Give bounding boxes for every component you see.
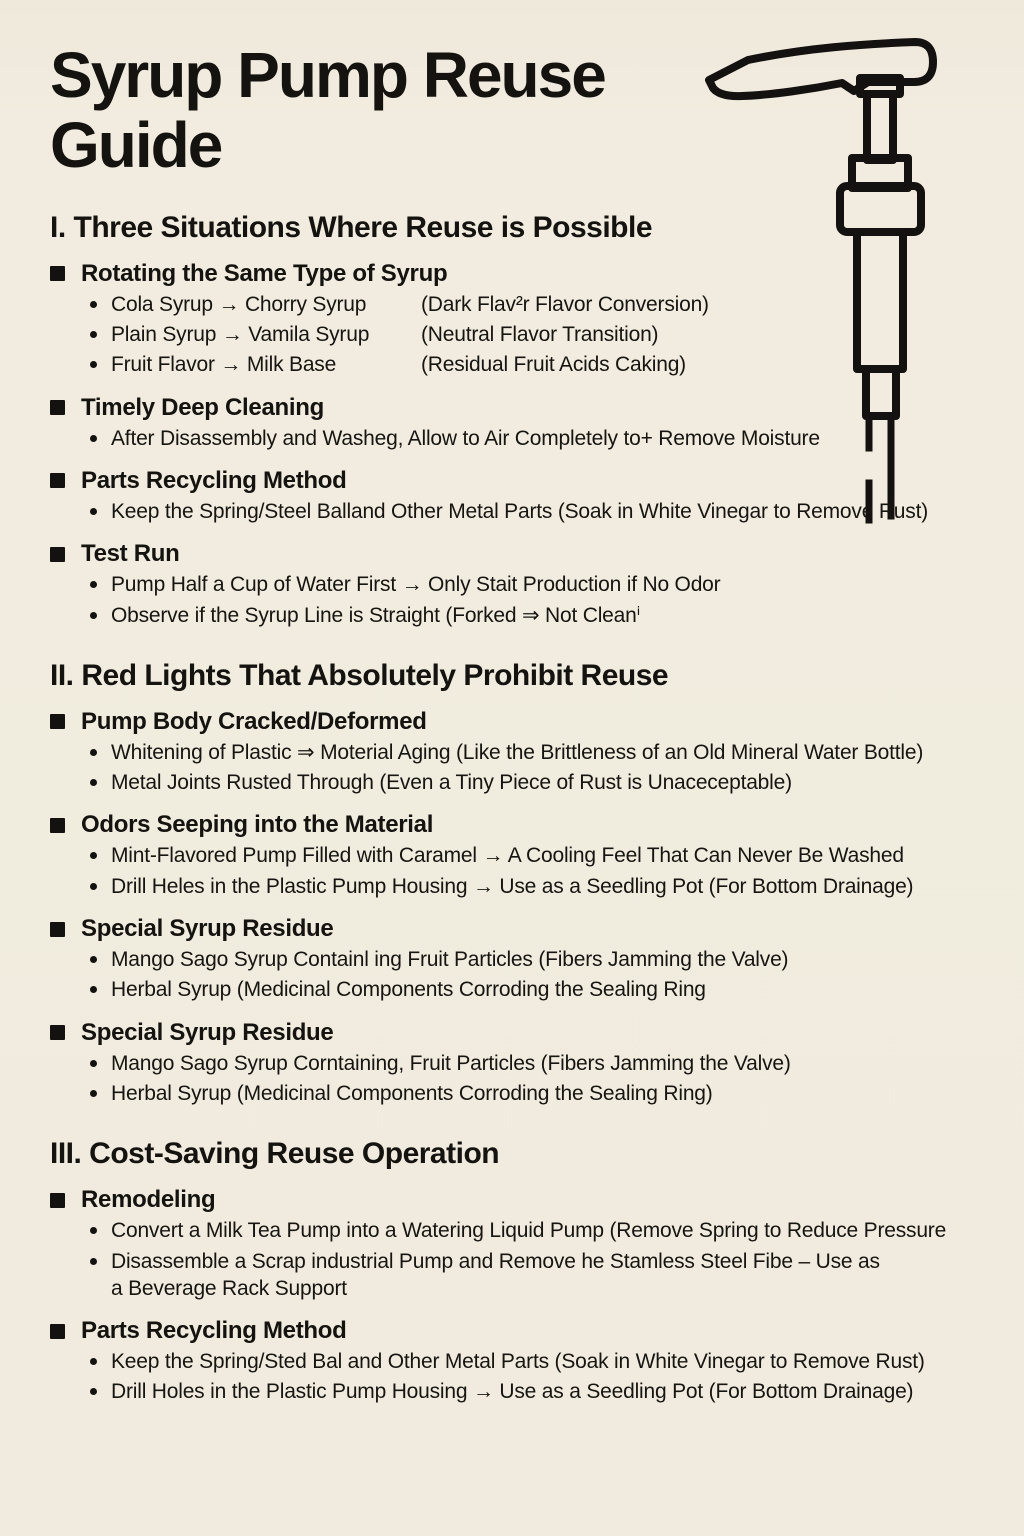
bullet-text: Mint-Flavored Pump Filled with Caramel → A Cooling Feel That Can Never Be Washed <box>111 844 904 868</box>
list-item <box>50 1050 1008 1077</box>
subsection-odors <box>50 811 1008 839</box>
bullet-text: Observe if the Syrup Line is Straight (Forked ⇒ Not Cleanⁱ <box>111 603 641 627</box>
subsection-title: Remodeling <box>81 1186 216 1214</box>
subsection-remodeling <box>50 1186 1008 1214</box>
bullet-dot-icon <box>90 435 97 442</box>
square-bullet-icon <box>50 266 65 281</box>
list-item <box>50 873 1008 900</box>
subsection-syrup-residue-2 <box>50 1019 1008 1047</box>
square-bullet-icon <box>50 1193 65 1208</box>
bullet-dot-icon <box>90 883 97 890</box>
bullet-text: Herbal Syrup (Medicinal Components Corroding the Sealing Ring) <box>111 1081 713 1105</box>
bullet-text: Keep the Spring/Steel Balland Other Metal Parts (Soak in White Vinegar to Remove Rust) <box>111 499 928 523</box>
subsection-pump-cracked <box>50 708 1008 736</box>
section-heading-1: I. Three Situations Where Reuse is Possible <box>50 210 653 244</box>
bullet-dot-icon <box>90 331 97 338</box>
subsection-title: Test Run <box>81 540 180 568</box>
list-item <box>50 1217 1008 1244</box>
list-item <box>50 842 1008 869</box>
bullet-dot-icon <box>90 779 97 786</box>
list-item <box>50 769 1008 796</box>
bullet-dot-icon <box>90 1388 97 1395</box>
subsection-deep-cleaning <box>50 394 1008 422</box>
subsection-title: Pump Body Cracked/Deformed <box>81 707 427 735</box>
subsection-test-run <box>50 540 1008 568</box>
bullet-text: Mango Sago Syrup Containl ing Fruit Particles (Fibers Jamming the Valve) <box>111 948 789 972</box>
subsection-title: Odors Seeping into the Material <box>81 811 434 839</box>
bullet-dot-icon <box>90 986 97 993</box>
page-title: Syrup Pump Reuse Guide <box>50 39 605 182</box>
subsection-title: Timely Deep Cleaning <box>81 393 324 421</box>
bullet-dot-icon <box>90 361 97 368</box>
bullet-text: Plain Syrup → Vamila Syrup <box>111 323 370 347</box>
square-bullet-icon <box>50 922 65 937</box>
list-item <box>50 602 1008 629</box>
list-item <box>50 321 1008 348</box>
subsection-title: Special Syrup Residue <box>81 1018 334 1046</box>
bullet-dot-icon <box>90 301 97 308</box>
subsection-rotating-syrup <box>50 260 1008 288</box>
square-bullet-icon <box>50 473 65 488</box>
bullet-dot-icon <box>90 581 97 588</box>
subsection-syrup-residue-1 <box>50 915 1008 943</box>
subsection-title: Parts Recycling Method <box>81 1317 347 1345</box>
bullet-dot-icon <box>90 612 97 619</box>
bullet-dot-icon <box>90 852 97 859</box>
bullet-note: (Neutral Flavor Transition) <box>421 323 659 347</box>
subsection-parts-recycling-2 <box>50 1317 1008 1345</box>
bullet-text: Whitening of Plastic ⇒ Moterial Aging (Like the Brittleness of an Old Mineral Water Bottle) <box>111 740 924 764</box>
bullet-dot-icon <box>90 956 97 963</box>
subsection-parts-recycling-1 <box>50 467 1008 495</box>
list-item <box>50 1080 1008 1107</box>
list-item <box>50 739 1008 766</box>
bullet-dot-icon <box>90 1358 97 1365</box>
square-bullet-icon <box>50 547 65 562</box>
bullet-dot-icon <box>90 1090 97 1097</box>
bullet-text: Drill Heles in the Plastic Pump Housing → Use as a Seedling Pot (For Bottom Drainage) <box>111 874 914 898</box>
bullet-text: Convert a Milk Tea Pump into a Watering Liquid Pump (Remove Spring to Reduce Pressure <box>111 1219 947 1243</box>
bullet-text: After Disassembly and Washeg, Allow to Air Completely to+ Remove Moisture <box>111 426 820 450</box>
list-item <box>50 351 1008 378</box>
bullet-dot-icon <box>90 508 97 515</box>
bullet-text: Metal Joints Rusted Through (Even a Tiny Piece of Rust is Unaceceptable) <box>111 771 792 795</box>
bullet-dot-icon <box>90 1227 97 1234</box>
list-item <box>50 571 1008 598</box>
bullet-dot-icon <box>90 1258 97 1265</box>
list-item <box>50 1348 1008 1375</box>
subsection-title: Special Syrup Residue <box>81 915 334 943</box>
list-item <box>50 425 1008 452</box>
bullet-text <box>111 1248 880 1303</box>
square-bullet-icon <box>50 818 65 833</box>
bullet-text: Fruit Flavor → Milk Base <box>111 353 337 377</box>
bullet-text: Pump Half a Cup of Water First → Only Stait Production if No Odor <box>111 573 721 597</box>
bullet-text: Cola Syrup → Chorry Syrup <box>111 292 367 316</box>
bullet-text: Herbal Syrup (Medicinal Components Corroding the Sealing Ring <box>111 978 706 1002</box>
subsection-title: Parts Recycling Method <box>81 466 347 494</box>
square-bullet-icon <box>50 1324 65 1339</box>
section-heading-3: III. Cost-Saving Reuse Operation <box>50 1137 500 1171</box>
square-bullet-icon <box>50 714 65 729</box>
bullet-text: Mango Sago Syrup Corntaining, Fruit Particles (Fibers Jamming the Valve) <box>111 1051 791 1075</box>
square-bullet-icon <box>50 1025 65 1040</box>
list-item <box>50 1378 1008 1405</box>
bullet-text: Keep the Spring/Sted Bal and Other Metal Parts (Soak in White Vinegar to Remove Rust) <box>111 1350 925 1374</box>
list-item <box>50 291 1008 318</box>
bullet-dot-icon <box>90 749 97 756</box>
list-item <box>50 976 1008 1003</box>
list-item <box>50 498 1008 525</box>
list-item <box>50 1248 1008 1303</box>
bullet-text-line-2: a Beverage Rack Support <box>111 1276 347 1300</box>
bullet-note: (Dark Flav²r Flavor Conversion) <box>421 292 709 316</box>
square-bullet-icon <box>50 400 65 415</box>
subsection-title: Rotating the Same Type of Syrup <box>81 259 448 287</box>
section-heading-2: II. Red Lights That Absolutely Prohibit Reuse <box>50 658 669 692</box>
bullet-dot-icon <box>90 1060 97 1067</box>
bullet-note: (Residual Fruit Acids Caking) <box>421 353 686 377</box>
bullet-text-line-1: Disassemble a Scrap industrial Pump and Remove he Stamless Steel Fibe – Use as <box>111 1249 880 1273</box>
bullet-text: Drill Holes in the Plastic Pump Housing → Use as a Seedling Pot (For Bottom Drainage) <box>111 1380 914 1404</box>
list-item <box>50 946 1008 973</box>
